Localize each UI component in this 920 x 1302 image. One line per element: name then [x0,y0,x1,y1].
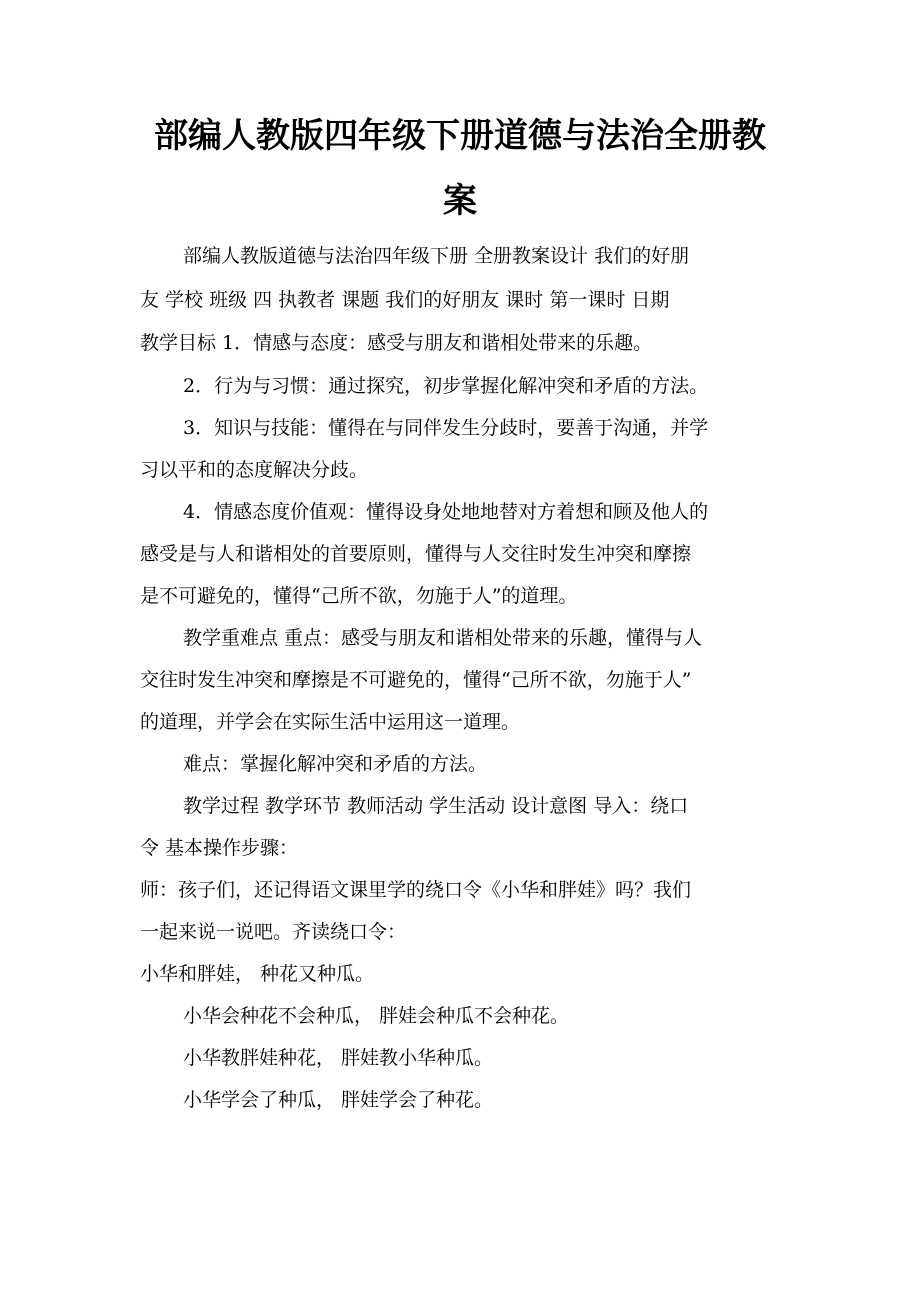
poem-line: 小华和胖娃， 种花又种瓜。 [140,963,375,985]
poem-line: 小华学会了种瓜， 胖娃学会了种花。 [183,1089,494,1111]
body-line: 教学目标 1．情感与态度：感受与朋友和谐相处带来的乐趣。 [140,332,653,354]
body-line: 难点：掌握化解冲突和矛盾的方法。 [183,753,488,775]
body-line: 令 基本操作步骤： [140,837,299,859]
body-line: 3．知识与技能：懂得在与同伴发生分歧时，要善于沟通，并学 [183,417,709,439]
body-line: 是不可避免的，懂得“己所不欲，勿施于人”的道理。 [140,585,578,607]
body-line: 感受是与人和谐相处的首要原则，懂得与人交往时发生冲突和摩擦 [140,543,692,565]
body-line: 交往时发生冲突和摩擦是不可避免的，懂得“己所不欲，勿施于人” [140,669,692,691]
document-title: 部编人教版四年级下册道德与法治全册教 [154,116,766,156]
body-line: 师：孩子们，还记得语文课里学的绕口令《小华和胖娃》吗？我们 [140,879,692,901]
body-line: 一起来说一说吧。齐读绕口令： [140,921,407,943]
body-line: 习以平和的态度解决分歧。 [140,459,369,481]
body-line: 友 学校 班级 四 执教者 课题 我们的好朋友 课时 第一课时 日期 [140,289,670,311]
body-line: 的道理，并学会在实际生活中运用这一道理。 [140,711,521,733]
body-line: 部编人教版道德与法治四年级下册 全册教案设计 我们的好朋 [183,245,690,267]
body-line: 教学重难点 重点：感受与朋友和谐相处带来的乐趣，懂得与人 [183,627,703,649]
poem-line: 小华教胖娃种花， 胖娃教小华种瓜。 [183,1047,494,1069]
body-line: 2．行为与习惯：通过探究，初步掌握化解冲突和矛盾的方法。 [183,375,709,397]
poem-line: 小华会种花不会种瓜， 胖娃会种瓜不会种花。 [183,1005,570,1027]
document-title-continued: 案 [443,181,477,221]
body-line: 教学过程 教学环节 教师活动 学生活动 设计意图 导入：绕口 [183,795,689,817]
body-line: 4．情感态度价值观：懂得设身处地地替对方着想和顾及他人的 [183,501,709,523]
